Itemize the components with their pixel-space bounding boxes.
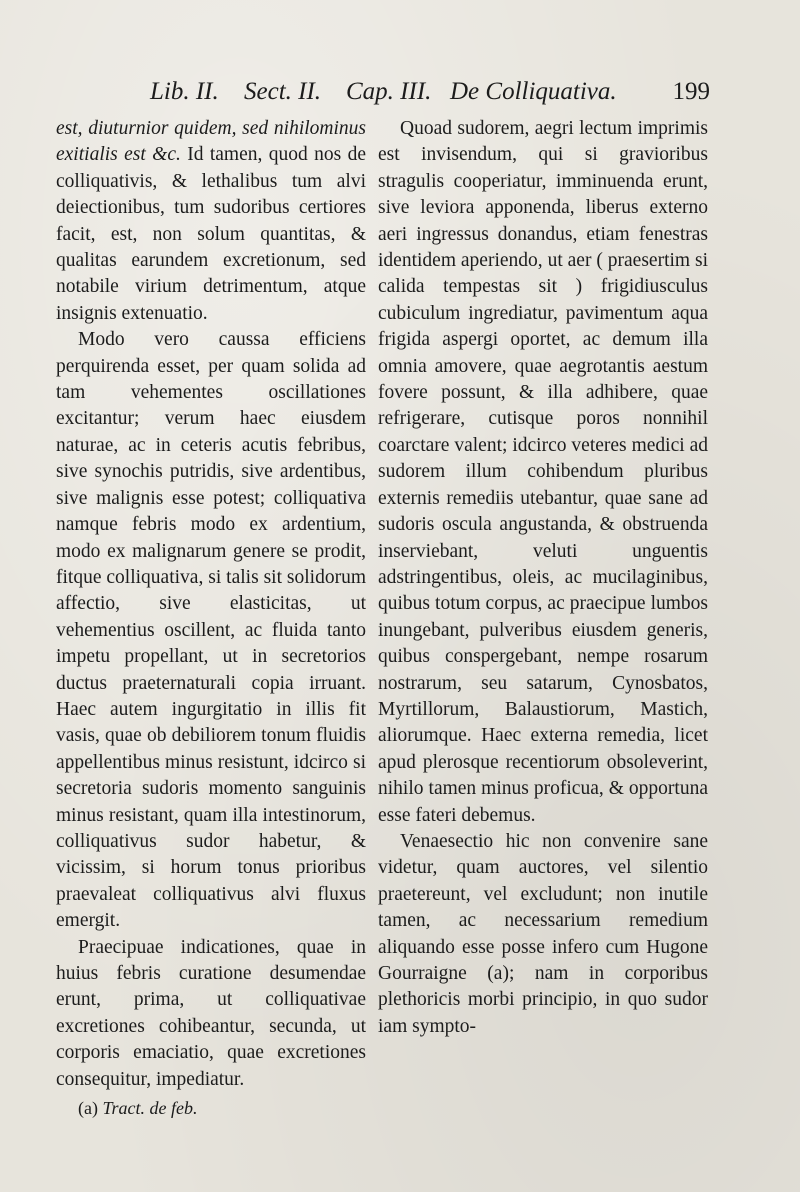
left-column bbox=[56, 116, 366, 1093]
footnote bbox=[78, 1098, 378, 1119]
left-paragraph-3: Praecipuae indicationes, quae in huius febris curatione desumendae erunt, prima, ut colliquativae excretiones cohibeantur, secunda, ut corporis emaciatio, quae excretiones consequitur, impediatur. bbox=[56, 936, 366, 1090]
left-paragraph-1-italic: est, diuturnior quidem, sed nihilominus exitialis est &c. bbox=[56, 118, 366, 166]
left-paragraph-1 bbox=[56, 116, 366, 327]
left-paragraph-1-text: Id tamen, quod nos de colliquativis, & lethalibus tum alvi deiectionibus, tum sudoribus certiores facit, est, non solum quantitas, & qualitas earundem excretionum, sed notabile virium detrimentum, atque insignis extenuatio. bbox=[56, 144, 366, 324]
right-paragraph-1: Quoad sudorem, aegri lectum imprimis est invisendum, qui si gravioribus stragulis cooperiatur, imminuenda erunt, sive leviora apponenda, liberus externo aeri ingressus donandus, etiam fenestras identidem aperiendo, ut aer ( praesertim si calida tempestas sit ) frigidiusculus cubiculum ingrediatur, pavimentum aqua frigida aspergi oportet, ac demum illa omnia amovere, quae aegrotantis aestum fovere possunt, & illa adhibere, quae refrigerare, cutisque poros nonnihil coarctare valent; idcirco veteres medici ad sudorem illum cohibendum pluribus externis remediis utebantur, quae sane ad sudoris oscula angustanda, & obstruenda inserviebant, veluti unguentis adstringentibus, oleis, ac mucilaginibus, quibus totum corpus, ac praecipue lumbos inungebant, pulveribus eiusdem generis, quibus conspergebant, nempe rosarum nostrarum, seu satarum, Cynosbatos, Myrtillorum, Balaustiorum, Mastich, aliorumque. Haec externa remedia, licet apud plerosque recentiorum obsoleverint, nihilo tamen minus proficua, & opportuna esse fateri debemus. bbox=[378, 118, 708, 826]
right-paragraph-2: Venaesectio hic non convenire sane videtur, quam auctores, vel silentio praetereunt, vel excludunt; non inutile tamen, ac necessarium remedium aliquando esse posse infero cum Hugone Gourraigne (a); nam in corporibus plethoricis morbi principio, in quo sudor iam sympto- bbox=[378, 830, 708, 1037]
header-title: De Colliquativa. bbox=[450, 78, 617, 105]
running-header bbox=[150, 78, 710, 112]
left-paragraph-2: Modo vero caussa efficiens perquirenda esset, per quam solida ad tam vehementes oscillationes excitantur; verum haec eiusdem naturae, ac in ceteris acutis febribus, sive synochis putridis, sive ardentibus, sive malignis esse potest; colliquativa namque febris modo ex ardentium, modo ex malignarum genere se prodit, fitque colliquativa, si talis sit solidorum affectio, sive elasticitas, ut vehementius oscillent, ac fluida tanto impetu propellant, ut in secretorios ductus praeternaturali copia irruant. Haec autem ingurgitatio in illis fit vasis, quae ob debiliorem tonum fluidis appellentibus minus resistunt, idcirco si secretoria sudoris momento sanguinis minus resistant, quam illa intestinorum, colliquativus sudor habetur, & vicissim, si horum tonus prioribus praevaleat colliquativus alvi fluxus emergit. bbox=[56, 329, 366, 932]
page-number: 199 bbox=[672, 78, 710, 105]
header-lib: Lib. II. bbox=[150, 78, 219, 105]
header-sect: Sect. II. bbox=[244, 78, 322, 105]
right-column bbox=[378, 116, 708, 1040]
footnote-mark: (a) bbox=[78, 1098, 98, 1118]
footnote-text: Tract. de feb. bbox=[102, 1098, 198, 1118]
header-cap: Cap. III. bbox=[346, 78, 432, 105]
